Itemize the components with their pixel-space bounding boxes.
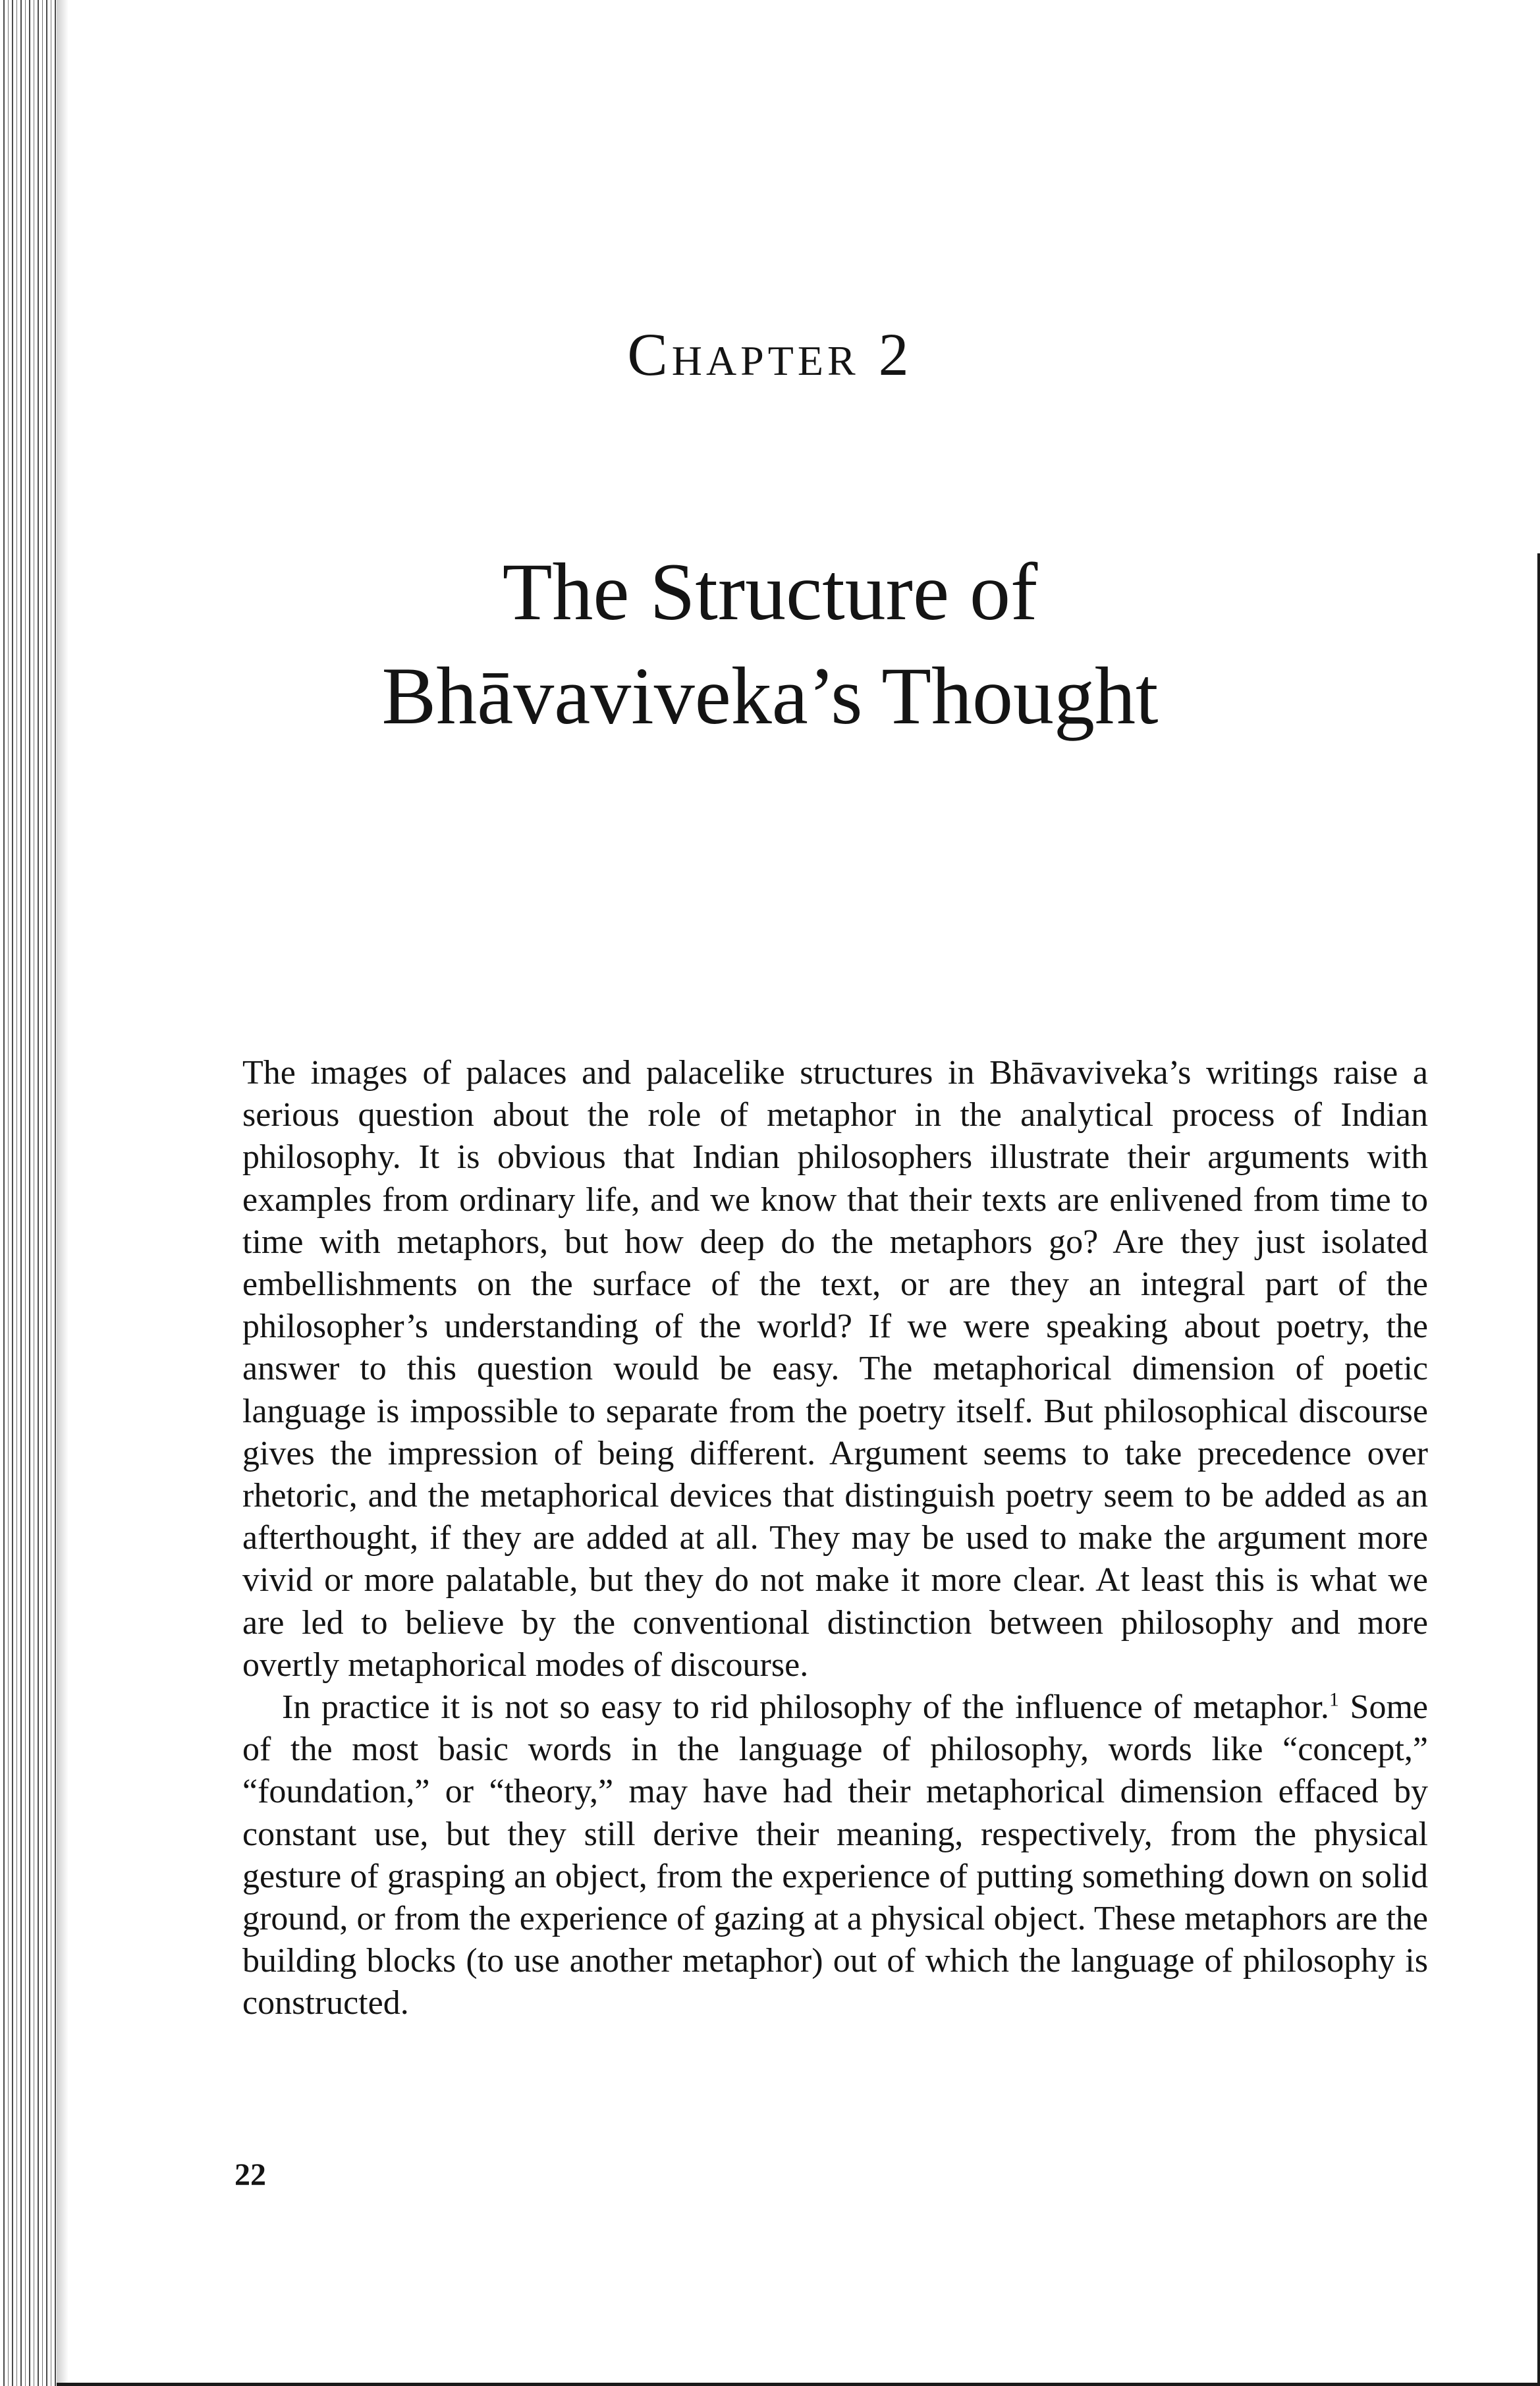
body-text <box>242 1052 1428 2025</box>
paragraph-1: The images of palaces and palacelike structures in Bhāvaviveka’s writings raise a serious question about the role of metaphor in the analytical process of Indian philosophy. It is obvious that Indian philosophers illustrate their arguments with examples from ordinary life, and we know that their texts are enlivened from time to time with metaphors, but how deep do the metaphors go? Are they just isolated embellishments on the surface of the text, or are they an integral part of the philosopher’s understanding of the world? If we were speaking about poetry, the answer to this question would be easy. The metaphorical dimension of poetic language is impossible to separate from the poetry itself. But philosophical discourse gives the impression of being different. Argument seems to take precedence over rhetoric, and the metaphorical devices that distinguish poetry seem to be added as an afterthought, if they are added at all. They may be used to make the argument more vivid or more palatable, but they do not make it more clear. At least this is what we are led to believe by the conventional distinction between philosophy and more overtly metaphorical modes of discourse. <box>242 1054 1428 1684</box>
paragraph-2-text-a: In practice it is not so easy to rid philosophy of the influence of metaphor. <box>282 1688 1329 1727</box>
chapter-title-line-2: Bhāvaviveka’s Thought <box>381 651 1159 741</box>
paragraph-2 <box>242 1686 1428 2025</box>
footnote-marker[interactable]: 1 <box>1329 1688 1339 1711</box>
page-right-edge <box>1537 553 1540 2385</box>
page-number: 22 <box>234 2157 266 2192</box>
page-bottom-edge <box>57 2383 1540 2386</box>
chapter-title <box>0 540 1540 748</box>
paragraph-2-text-b: Some of the most basic words in the language of philosophy, words like “concept,” “foundation,” or “theory,” may have had their metaphorical dimension effaced by constant use, but they still derive their meaning, respectively, from the physical gesture of grasping an object, from the experience of putting something down on solid ground, or from the experience of gazing at a physical object. These metaphors are the building blocks (to use another metaphor) out of which the language of philosophy is constructed. <box>242 1688 1428 2022</box>
chapter-title-line-1: The Structure of <box>502 547 1038 637</box>
chapter-label: Chapter 2 <box>627 321 913 388</box>
